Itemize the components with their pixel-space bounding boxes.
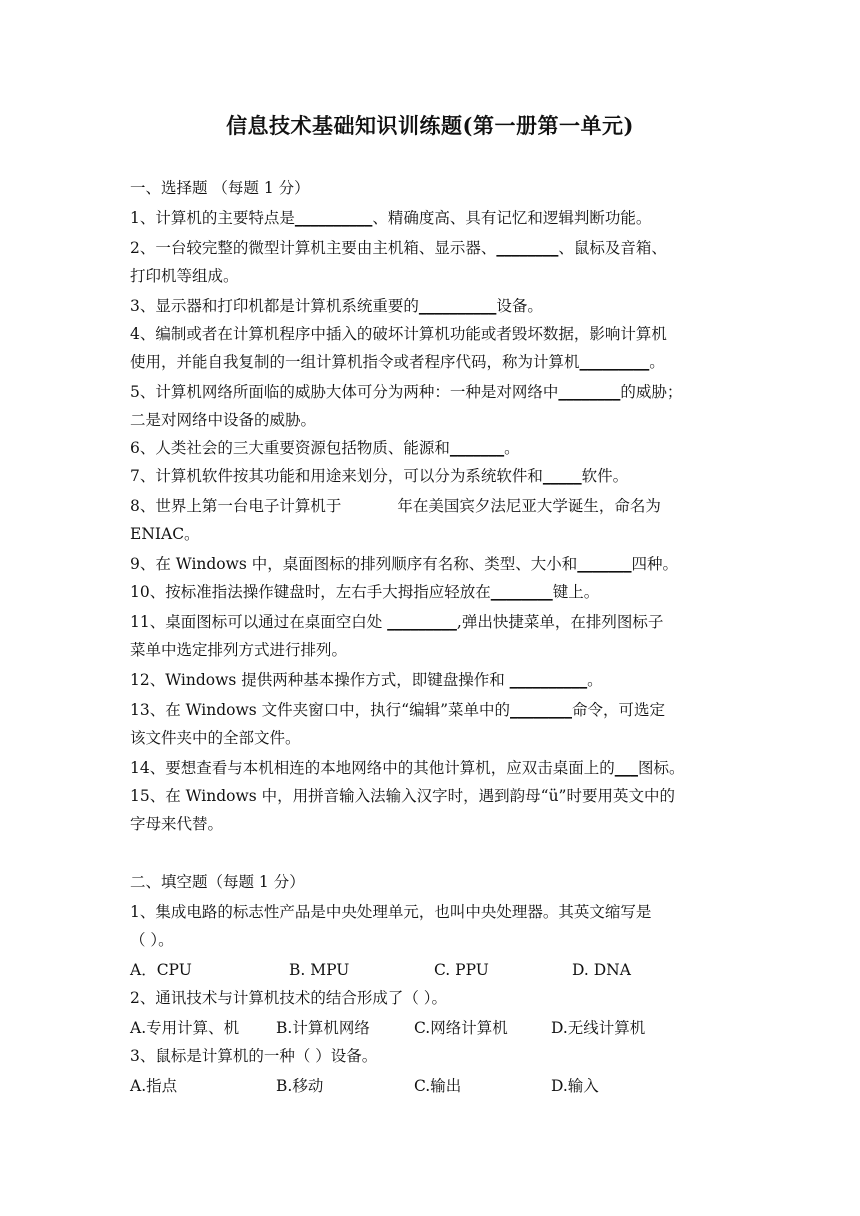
question-9: 9、在 Windows 中，桌面图标的排列顺序有名称、类型、大小和_______四种。: [130, 555, 679, 573]
answer-blank: __________: [294, 209, 373, 227]
question-5: 5、计算机网络所面临的威胁大体可分为两种：一种是对网络中________的威胁；: [130, 383, 683, 401]
question-8: 8、世界上第一台电子计算机于 年在美国宾夕法尼亚大学诞生，命名为: [130, 497, 661, 515]
mc-question-3: 3、鼠标是计算机的一种（ ）设备。: [130, 1047, 378, 1065]
question-2-cont: 打印机等组成。: [130, 267, 239, 285]
mc-1-option-b: B. MPU: [289, 961, 350, 979]
question-2: 2、一台较完整的微型计算机主要由主机箱、显示器、________、鼠标及音箱、: [130, 239, 667, 257]
mc-1-option-c: C. PPU: [434, 961, 489, 979]
question-13-cont: 该文件夹中的全部文件。: [130, 729, 301, 747]
mc-3-option-b: B.移动: [276, 1077, 324, 1095]
mc-3-option-c: C.输出: [414, 1077, 462, 1095]
mc-question-1: 1、集成电路的标志性产品是中央处理单元，也叫中央处理器。其英文缩写是: [130, 903, 652, 921]
question-14: 14、要想查看与本机相连的本地网络中的其他计算机，应双击桌面上的___图标。: [130, 759, 685, 777]
answer-blank: _________: [387, 613, 457, 631]
question-1: 1、计算机的主要特点是__________、精确度高、具有记忆和逻辑判断功能。: [130, 209, 652, 227]
question-15: 15、在 Windows 中，用拼音输入法输入汉字时，遇到韵母“ü”时要用英文中的: [130, 787, 675, 805]
question-12: 12、Windows 提供两种基本操作方式，即键盘操作和 __________。: [130, 671, 603, 689]
section-heading-1: 一、选择题 （每题 1 分）: [130, 179, 310, 197]
section-heading-2: 二、填空题（每题 1 分）: [130, 873, 305, 891]
answer-blank: _____: [542, 467, 582, 485]
answer-blank: ________: [496, 239, 559, 257]
answer-blank: ________: [510, 701, 573, 719]
question-15-cont: 字母来代替。: [130, 815, 224, 833]
mc-2-option-b: B.计算机网络: [276, 1019, 370, 1037]
question-7: 7、计算机软件按其功能和用途来划分，可以分为系统软件和_____软件。: [130, 467, 629, 485]
answer-blank: __________: [418, 297, 497, 315]
mc-1-option-d: D. DNA: [572, 961, 631, 979]
mc-2-option-a: A.专用计算、机: [130, 1019, 240, 1037]
page-title: 信息技术基础知识训练题(第一册第一单元): [226, 113, 634, 138]
question-13: 13、在 Windows 文件夹窗口中，执行“编辑”菜单中的________命令，可选定: [130, 701, 666, 719]
answer-blank: __________: [509, 671, 588, 689]
answer-blank: _______: [449, 439, 505, 457]
question-8-cont: ENIAC。: [130, 525, 200, 543]
question-6: 6、人类社会的三大重要资源包括物质、能源和_______。: [130, 439, 520, 457]
answer-blank: ________: [558, 383, 621, 401]
mc-3-option-a: A.指点: [130, 1077, 178, 1095]
question-10: 10、按标准指法操作键盘时，左右手大拇指应轻放在________键上。: [130, 583, 600, 601]
question-4-cont: 使用，并能自我复制的一组计算机指令或者程序代码，称为计算机_________。: [130, 353, 665, 371]
question-11: 11、桌面图标可以通过在桌面空白处 _________,弹出快捷菜单，在排列图标子: [130, 613, 664, 631]
question-3: 3、显示器和打印机都是计算机系统重要的__________设备。: [130, 297, 543, 315]
mc-question-2: 2、通讯技术与计算机技术的结合形成了（ ）。: [130, 989, 448, 1007]
mc-1-option-a: A．CPU: [130, 961, 192, 979]
question-4: 4、编制或者在计算机程序中插入的破坏计算机功能或者毁坏数据，影响计算机: [130, 325, 667, 343]
mc-3-option-d: D.输入: [551, 1077, 599, 1095]
answer-blank: _______: [577, 555, 632, 573]
answer-blank: ________: [490, 583, 553, 601]
mc-2-option-c: C.网络计算机: [414, 1019, 508, 1037]
question-5-cont: 二是对网络中设备的威胁。: [130, 411, 317, 429]
mc-question-1-cont: （ ）。: [130, 931, 174, 949]
mc-2-option-d: D.无线计算机: [551, 1019, 646, 1037]
answer-blank: _________: [579, 353, 650, 371]
answer-blank: ___: [614, 759, 638, 777]
question-11-cont: 菜单中选定排列方式进行排列。: [130, 641, 348, 659]
